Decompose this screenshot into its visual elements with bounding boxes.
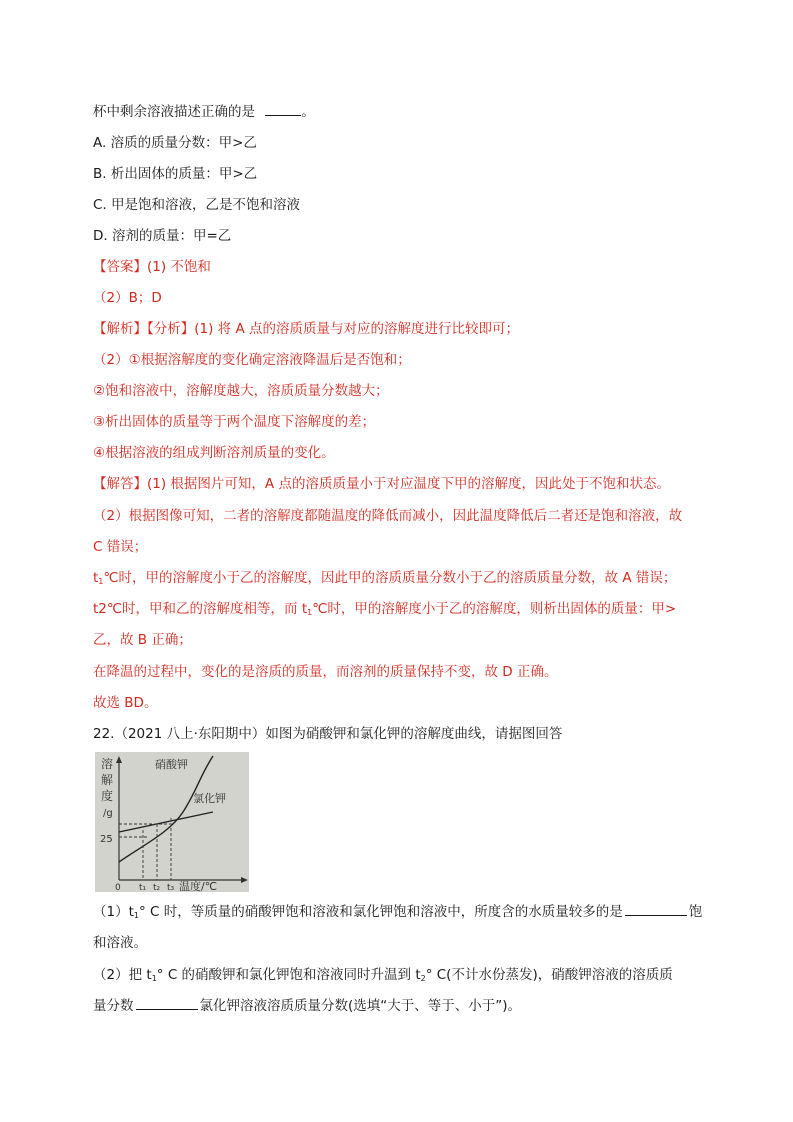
option-d: D. 溶剂的质量：甲=乙	[93, 228, 232, 244]
x-axis-arrow	[241, 877, 248, 883]
answer-line-1: 【答案】(1) 不饱和	[93, 259, 211, 275]
kcl-label: 氯化钾	[193, 792, 226, 805]
solution-line-7: 在降温的过程中，变化的是溶质的质量，而溶剂的质量保持不变，故 D 正确。	[93, 664, 558, 680]
option-c: C. 甲是饱和溶液，乙是不饱和溶液	[93, 197, 301, 213]
kno3-label: 硝酸钾	[155, 758, 188, 771]
solubility-curve-figure	[95, 752, 249, 892]
x-tick-t3: t₃	[167, 883, 175, 892]
answer-blank[interactable]	[265, 103, 301, 116]
x-label: 温度/℃	[179, 880, 218, 892]
y-label-unit: /g	[103, 808, 113, 819]
question-22-part-2-cont: 量分数 氯化钾溶液溶质质量分数(选填“大于、等于、小于”)。	[93, 998, 522, 1014]
answer-blank-22-1[interactable]	[625, 903, 687, 916]
question-22-part-1: $(1)t_1^\circ$ C 时，等质量的硝酸钾饱和溶液和氯化钾饱和溶液中，所度含的水质量较多的是 饱	[93, 904, 703, 920]
y-label-char-3: 度	[101, 789, 114, 803]
kcl-line	[119, 812, 213, 832]
solution-line-2: （2）根据图像可知，二者的溶解度都随温度的降低而减小，因此温度降低后二者还是饱和溶液，故	[93, 508, 683, 524]
solution-line-3: C 错误；	[93, 539, 148, 555]
analysis-line-1: 【解析】【分析】(1) 将 A 点的溶质质量与对应的溶解度进行比较即可；	[93, 321, 519, 337]
x-origin: 0	[115, 883, 121, 892]
solution-line-6: 乙，故 B 正确；	[93, 632, 192, 648]
question-22-part-2: （2）把 $t_1^\circ$ C 的硝酸钾和氯化钾饱和溶液同时升温到 $t_2^\circ$ C(不计水份蒸发)，硝酸钾溶液的溶质质	[93, 967, 673, 983]
analysis-line-5: ④根据溶液的组成判断溶剂质量的变化。	[93, 445, 335, 461]
solution-line-4: $t_1℃$时，甲的溶解度小于乙的溶解度，因此甲的溶质质量分数小于乙的溶质质量分数，故 A 错误；	[93, 570, 677, 586]
solution-line-1: 【解答】(1) 根据图片可知，A 点的溶质质量小于对应温度下甲的溶解度，因此处于不饱和状态。	[93, 476, 670, 492]
analysis-line-2: （2）①根据溶解度的变化确定溶液降温后是否饱和；	[93, 352, 411, 368]
y-tick-25: 25	[100, 834, 113, 845]
option-b: B. 析出固体的质量：甲>乙	[93, 166, 258, 182]
y-label-char-2: 解	[101, 773, 114, 787]
analysis-line-3: ②饱和溶液中，溶解度越大，溶质质量分数越大；	[93, 383, 389, 399]
x-tick-t2: t₂	[153, 883, 161, 892]
solution-line-5: t2℃时，甲和乙的溶解度相等，而 $t_1℃$时，甲的溶解度小于乙的溶解度，则析出固体的质量：甲>	[93, 601, 677, 617]
analysis-line-4: ③析出固体的质量等于两个温度下溶解度的差；	[93, 414, 376, 430]
solubility-chart	[95, 752, 249, 892]
answer-blank-22-2[interactable]	[136, 997, 198, 1010]
question-22-part-1-cont: 和溶液。	[93, 935, 147, 951]
y-axis-arrow	[116, 756, 122, 763]
kno3-curve	[119, 756, 213, 862]
question-continuation: 杯中剩余溶液描述正确的是 。	[93, 104, 315, 120]
answer-line-2: （2）B；D	[93, 290, 162, 306]
option-a: A. 溶质的质量分数：甲>乙	[93, 135, 257, 151]
x-tick-t1: t₁	[139, 883, 147, 892]
solution-line-8: 故选 BD。	[93, 695, 158, 711]
y-label-char-1: 溶	[101, 757, 114, 771]
question-22-title: 22.（2021 八上·东阳期中）如图为硝酸钾和氯化钾的溶解度曲线，请据图回答	[93, 726, 563, 742]
